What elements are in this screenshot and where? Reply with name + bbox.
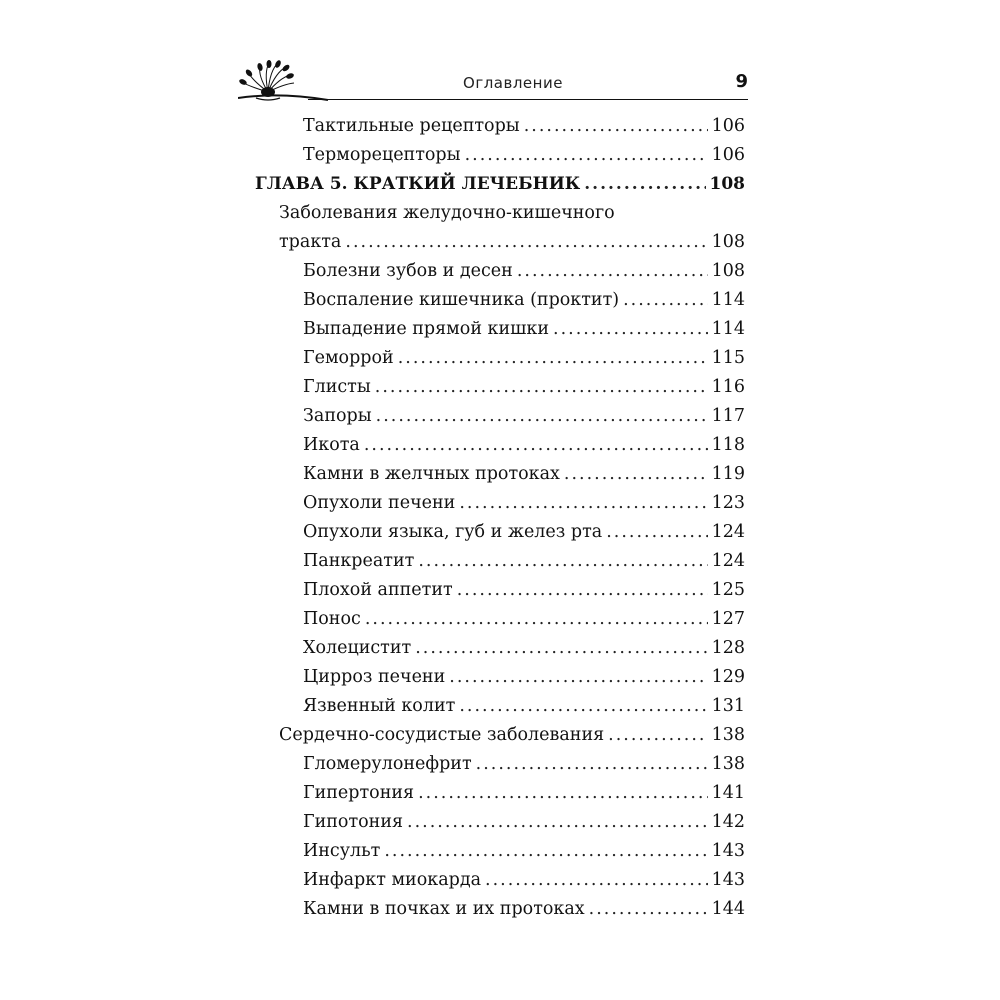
toc-entry-page: 106 bbox=[711, 116, 745, 136]
toc-subsection-entry bbox=[255, 866, 745, 895]
toc-subsection-entry bbox=[255, 605, 745, 634]
toc-entry-page: 143 bbox=[711, 870, 745, 890]
toc-entry-title: ГЛАВА 5. КРАТКИЙ ЛЕЧЕБНИК bbox=[255, 174, 581, 194]
toc-entry-page: 124 bbox=[711, 551, 745, 571]
toc-subsection-entry bbox=[255, 257, 745, 286]
toc-subsection-entry bbox=[255, 808, 745, 837]
dot-leader bbox=[418, 547, 707, 576]
toc-entry-page: 108 bbox=[711, 232, 745, 252]
toc-entry-page: 116 bbox=[711, 377, 745, 397]
toc-entry-page: 106 bbox=[711, 145, 745, 165]
toc-entry-title: Язвенный колит bbox=[303, 696, 456, 716]
toc-subsection-entry bbox=[255, 402, 745, 431]
toc-entry-page: 138 bbox=[711, 725, 745, 745]
toc-subsection-entry bbox=[255, 837, 745, 866]
dot-leader bbox=[364, 431, 708, 460]
dot-leader bbox=[553, 315, 708, 344]
toc-subsection-entry bbox=[255, 112, 745, 141]
toc-entry-title: Опухоли печени bbox=[303, 493, 456, 513]
toc-entry-title: Инфаркт миокарда bbox=[303, 870, 482, 890]
dot-leader bbox=[606, 518, 707, 547]
toc-subsection-entry bbox=[255, 576, 745, 605]
running-header-title: Оглавление bbox=[463, 74, 563, 92]
dot-leader bbox=[376, 402, 708, 431]
toc-subsection-entry bbox=[255, 750, 745, 779]
dot-leader bbox=[449, 663, 707, 692]
toc-entry-title: Терморецепторы bbox=[303, 145, 461, 165]
toc-section-entry bbox=[255, 721, 745, 750]
dot-leader bbox=[465, 141, 708, 170]
dot-leader bbox=[623, 286, 708, 315]
dot-leader bbox=[407, 808, 708, 837]
toc-subsection-entry bbox=[255, 692, 745, 721]
toc-subsection-entry bbox=[255, 895, 745, 924]
toc-entry-page: 114 bbox=[711, 319, 745, 339]
toc-entry-page: 131 bbox=[711, 696, 745, 716]
toc-entry-page: 119 bbox=[711, 464, 745, 484]
toc-entry-title: Болезни зубов и десен bbox=[303, 261, 513, 281]
toc-subsection-entry bbox=[255, 489, 745, 518]
toc-entry-title: Камни в желчных протоках bbox=[303, 464, 560, 484]
toc-entry-title: Запоры bbox=[303, 406, 372, 426]
table-of-contents bbox=[255, 112, 745, 924]
toc-entry-title: Камни в почках и их протоках bbox=[303, 899, 585, 919]
toc-entry-title: Тактильные рецепторы bbox=[303, 116, 520, 136]
toc-subsection-entry bbox=[255, 634, 745, 663]
dot-leader bbox=[476, 750, 708, 779]
toc-entry-title: Плохой аппетит bbox=[303, 580, 453, 600]
toc-subsection-entry bbox=[255, 315, 745, 344]
toc-entry-page: 127 bbox=[711, 609, 745, 629]
dot-leader bbox=[589, 895, 708, 924]
toc-entry-title: Геморрой bbox=[303, 348, 394, 368]
toc-entry-page: 128 bbox=[711, 638, 745, 658]
toc-subsection-entry bbox=[255, 518, 745, 547]
toc-chapter-entry bbox=[255, 170, 745, 199]
toc-entry-page: 143 bbox=[711, 841, 745, 861]
dot-leader bbox=[517, 257, 708, 286]
toc-entry-title: Холецистит bbox=[303, 638, 412, 658]
toc-entry-title: Гипотония bbox=[303, 812, 404, 832]
running-header bbox=[238, 58, 748, 108]
dot-leader bbox=[524, 112, 708, 141]
dot-leader bbox=[365, 605, 708, 634]
dot-leader bbox=[418, 779, 708, 808]
toc-entry-page: 108 bbox=[711, 261, 745, 281]
toc-subsection-entry bbox=[255, 431, 745, 460]
toc-entry-page: 138 bbox=[711, 754, 745, 774]
dot-leader bbox=[608, 721, 707, 750]
toc-entry-page: 141 bbox=[711, 783, 745, 803]
dot-leader bbox=[564, 460, 708, 489]
toc-entry-page: 129 bbox=[711, 667, 745, 687]
toc-entry-page: 117 bbox=[711, 406, 745, 426]
toc-entry-title: Заболевания желудочно-кишечного bbox=[279, 203, 615, 223]
dot-leader bbox=[459, 692, 707, 721]
toc-entry-page: 125 bbox=[711, 580, 745, 600]
toc-entry-page: 108 bbox=[709, 174, 745, 194]
page-number: 9 bbox=[735, 71, 748, 92]
header-rule bbox=[308, 99, 748, 100]
toc-entry-title: Гломерулонефрит bbox=[303, 754, 472, 774]
toc-entry-title: Гипертония bbox=[303, 783, 415, 803]
toc-entry-page: 123 bbox=[711, 493, 745, 513]
toc-entry-title: Икота bbox=[303, 435, 360, 455]
dot-leader bbox=[384, 837, 707, 866]
toc-entry-title: Панкреатит bbox=[303, 551, 415, 571]
dot-leader bbox=[375, 373, 708, 402]
toc-subsection-entry bbox=[255, 344, 745, 373]
toc-entry-title: Инсульт bbox=[303, 841, 381, 861]
toc-subsection-entry bbox=[255, 663, 745, 692]
toc-entry-page: 142 bbox=[711, 812, 745, 832]
toc-entry-title: Понос bbox=[303, 609, 361, 629]
toc-entry-title: Сердечно-сосудистые заболевания bbox=[279, 725, 605, 745]
dot-leader bbox=[485, 866, 708, 895]
toc-entry-page: 118 bbox=[711, 435, 745, 455]
toc-subsection-entry bbox=[255, 373, 745, 402]
toc-entry-title: Цирроз печени bbox=[303, 667, 446, 687]
toc-subsection-entry bbox=[255, 141, 745, 170]
toc-entry-title: Глисты bbox=[303, 377, 371, 397]
toc-entry-page: 144 bbox=[711, 899, 745, 919]
toc-subsection-entry bbox=[255, 460, 745, 489]
dot-leader bbox=[584, 170, 705, 199]
dot-leader bbox=[345, 228, 707, 257]
toc-entry-page: 115 bbox=[711, 348, 745, 368]
toc-section-entry bbox=[255, 228, 745, 257]
toc-subsection-entry bbox=[255, 779, 745, 808]
toc-entry-title: тракта bbox=[279, 232, 342, 252]
toc-subsection-entry bbox=[255, 286, 745, 315]
dot-leader bbox=[415, 634, 707, 663]
toc-subsection-entry bbox=[255, 547, 745, 576]
dot-leader bbox=[459, 489, 707, 518]
dot-leader bbox=[398, 344, 708, 373]
toc-entry-title: Выпадение прямой кишки bbox=[303, 319, 550, 339]
toc-entry-title: Воспаление кишечника (проктит) bbox=[303, 290, 620, 310]
dot-leader bbox=[457, 576, 708, 605]
toc-entry-page: 124 bbox=[711, 522, 745, 542]
toc-entry-page: 114 bbox=[711, 290, 745, 310]
toc-entry-title: Опухоли языка, губ и желез рта bbox=[303, 522, 603, 542]
toc-section-entry bbox=[255, 199, 745, 228]
